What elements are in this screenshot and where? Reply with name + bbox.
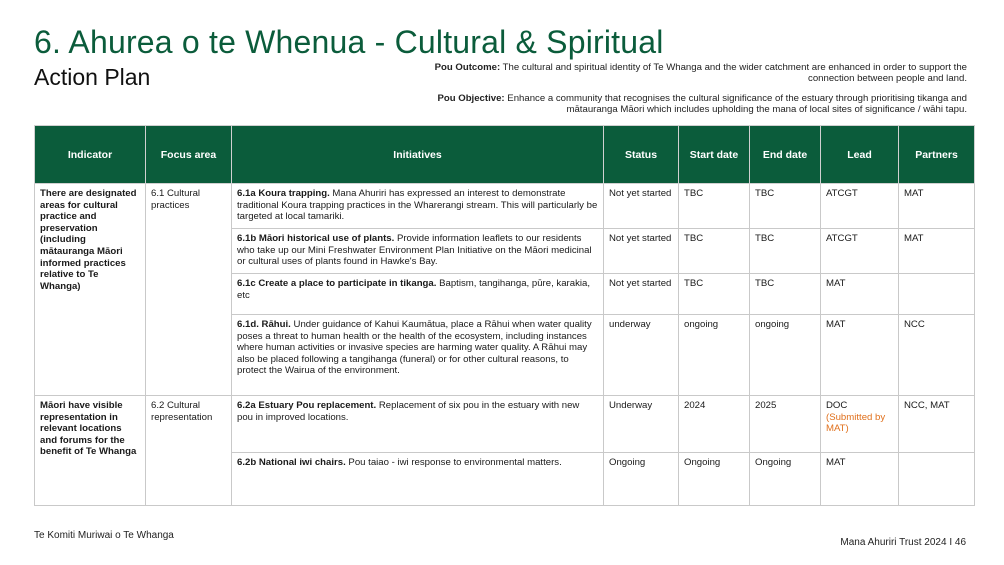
end-date-cell: TBC [750,274,821,315]
pou-outcome [407,62,967,84]
initiative-text: Provide information leaflets to our residents who take up our Mini Freshwater Environment Plan Initiative on the Māori medicinal or cultural uses of plants found in Hawke's Bay. [237,233,592,268]
partners-cell [899,274,975,315]
partners-cell: NCC [899,315,975,396]
focus-area-cell: 6.1 Cultural practices [146,184,232,396]
objective-text: Enhance a community that recognises the cultural significance of the estuary through prioritising tikanga and mātauranga Māori which includes upholding the mana of local sites of significance / wāhi tapu. [507,93,967,115]
end-date-cell: TBC [750,229,821,274]
initiative-cell [232,396,604,453]
lead-cell: ATCGT [821,229,899,274]
partners-cell [899,453,975,506]
initiative-title: 6.1d. Rāhui. [237,319,291,330]
end-date-cell: Ongoing [750,453,821,506]
initiative-cell [232,453,604,506]
lead-note: (Submitted by MAT) [826,411,886,435]
page-title: 6. Ahurea o te Whenua - Cultural & Spiritual [34,24,664,60]
end-date-cell: 2025 [750,396,821,453]
initiative-title: 6.1a Koura trapping. [237,188,330,199]
initiative-title: 6.2a Estuary Pou replacement. [237,400,377,411]
start-date-cell: ongoing [679,315,750,396]
initiative-title: 6.1b Māori historical use of plants. [237,233,395,244]
lead-cell: MAT [821,315,899,396]
end-date-cell: ongoing [750,315,821,396]
lead-cell: MAT [821,453,899,506]
indicator-cell: There are designated areas for cultural practice and preservation (including mātauranga Māori informed practices relative to Te Whanga) [35,184,146,396]
partners-cell: MAT [899,229,975,274]
start-date-cell: 2024 [679,396,750,453]
start-date-cell: Ongoing [679,453,750,506]
initiative-text: Pou taiao - iwi response to environmental matters. [345,457,562,468]
status-cell: Not yet started [604,184,679,229]
objective-label: Pou Objective: [437,93,505,104]
initiative-text: Replacement of six pou in the estuary with new pou in improved locations. [237,400,580,423]
initiative-cell [232,274,604,315]
initiative-text: Mana Ahuriri has expressed an interest to demonstrate traditional Koura trapping practices in the Wharerangi stream. This will particularly be targeted at local tamariki. [237,188,598,223]
status-cell: underway [604,315,679,396]
status-cell: Not yet started [604,229,679,274]
start-date-cell: TBC [679,184,750,229]
column-header-start-date: Start date [679,126,750,184]
outcome-label: Pou Outcome: [434,62,501,73]
initiative-cell [232,315,604,396]
initiative-title: 6.2b National iwi chairs. [237,457,346,468]
column-header-indicator: Indicator [35,126,146,184]
footer-committee-name: Te Komiti Muriwai o Te Whanga [34,530,174,541]
table-row [35,396,975,453]
column-header-lead: Lead [821,126,899,184]
indicator-cell: Māori have visible representation in relevant locations and forums for the benefit of Te Whanga [35,396,146,506]
action-plan-table [34,125,975,506]
initiative-text: Under guidance of Kahui Kaumātua, place a Rāhui when water quality poses a threat to human health or the health of the ecosystem, including instances where human activities or invasive species are harming water quality. A Rāhui may also be placed following a tangihanga (funeral) or for other cultural reasons, to protect the Wairua of the environment. [237,319,592,377]
table-row [35,184,975,229]
lead-cell: ATCGT [821,184,899,229]
column-header-initiatives: Initiatives [232,126,604,184]
lead-cell [821,396,899,453]
focus-area-cell: 6.2 Cultural representation [146,396,232,506]
initiative-cell [232,184,604,229]
lead-name: DOC [826,400,848,411]
initiative-title: 6.1c Create a place to participate in tikanga. [237,278,437,289]
footer-page-info: Mana Ahuriri Trust 2024 I 46 [840,537,966,548]
partners-cell: NCC, MAT [899,396,975,453]
table-header-row [35,126,975,184]
initiative-text: Baptism, tangihanga, pūre, karakia, etc [237,278,591,301]
column-header-focus-area: Focus area [146,126,232,184]
initiative-cell [232,229,604,274]
end-date-cell: TBC [750,184,821,229]
start-date-cell: TBC [679,229,750,274]
status-cell: Underway [604,396,679,453]
page-subtitle: Action Plan [34,64,151,90]
pou-objective [407,93,967,115]
status-cell: Not yet started [604,274,679,315]
column-header-end-date: End date [750,126,821,184]
partners-cell: MAT [899,184,975,229]
column-header-status: Status [604,126,679,184]
column-header-partners: Partners [899,126,975,184]
outcome-text: The cultural and spiritual identity of Te Whanga and the wider catchment are enhanced in order to support the connection between people and land. [502,62,967,84]
lead-cell: MAT [821,274,899,315]
status-cell: Ongoing [604,453,679,506]
start-date-cell: TBC [679,274,750,315]
